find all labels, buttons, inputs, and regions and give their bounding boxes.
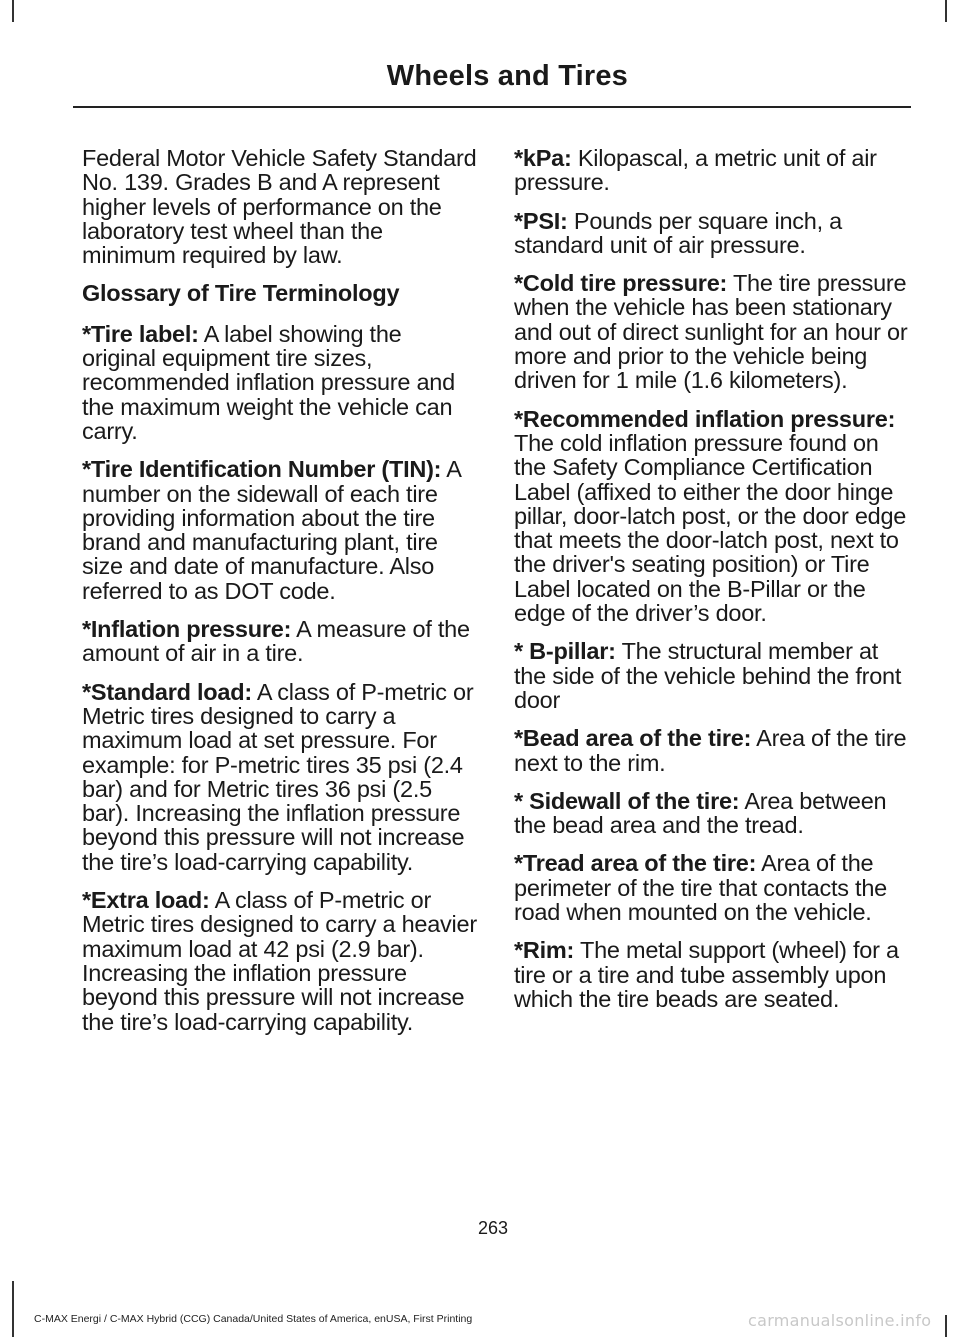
left-column [82,146,477,1048]
crop-mark-bottom-left [12,1281,14,1337]
paragraph-intro: Federal Motor Vehicle Safety Standard No. 139. Grades B and A represent higher levels of performance on the laboratory test wheel than the minimum required by law. [82,145,477,269]
glossary-entry-extra-load: *Extra load: A class of P-metric or Metric tires designed to carry a heavier maximum load at 42 psi (2.9 bar). Increasing the inflation pressure beyond this pressure will not increase the tire’s load-carrying capability. [82,887,477,1035]
section-heading: Glossary of Tire Terminology [82,280,400,307]
footer-text: C-MAX Energi / C-MAX Hybrid (CCG) Canada/United States of America, enUSA, First Printing [34,1313,473,1325]
crop-mark-top-left [12,0,14,22]
glossary-entry-kpa: *kPa: Kilopascal, a metric unit of air pressure. [514,145,877,196]
glossary-entry-bead-area: *Bead area of the tire: Area of the tire next to the rim. [514,725,907,776]
glossary-entry-tin: *Tire Identification Number (TIN): A number on the sidewall of each tire providing information about the tire brand and manufacturing plant, tire size and date of manufacture. Also referred to as DOT code. [82,456,461,604]
header-divider [73,106,911,108]
glossary-entry-b-pillar: * B-pillar: The structural member at the side of the vehicle behind the front door [514,638,902,713]
glossary-entry-cold-tire-pressure: *Cold tire pressure: The tire pressure when the vehicle has been stationary and out of direct sunlight for an hour or more and prior to the vehicle being driven for 1 mile (1.6 kilometers). [514,270,908,394]
right-column [514,146,911,1025]
page-title: Wheels and Tires [386,60,628,92]
glossary-entry-inflation-pressure: *Inflation pressure: A measure of the amount of air in a tire. [82,616,470,667]
crop-mark-bottom-right [945,1315,947,1337]
glossary-entry-tread-area: *Tread area of the tire: Area of the perimeter of the tire that contacts the road when mounted on the vehicle. [514,850,887,926]
glossary-entry-psi: *PSI: Pounds per square inch, a standard unit of air pressure. [514,207,842,258]
glossary-entry-tire-label: *Tire label: A label showing the original equipment tire sizes, recommended inflation pressure and the maximum weight the vehicle can carry. [82,320,455,444]
crop-mark-top-right [945,0,947,22]
page-number: 263 [477,1218,509,1238]
glossary-entry-sidewall: * Sidewall of the tire: Area between the bead area and the tread. [514,787,887,839]
glossary-entry-standard-load: *Standard load: A class of P-metric or Metric tires designed to carry a maximum load at set pressure. For example: for P-metric tires 35 psi (2.4 bar) and for Metric tires 36 psi (2.5 bar). Increasing the inflation pressure beyond this pressure will not increase the tire’s load-carrying capability. [82,678,474,875]
watermark: carmanualsonline.info [748,1311,932,1330]
glossary-entry-rim: *Rim: The metal support (wheel) for a tire or a tire and tube assembly upon which the tire beads are seated. [514,937,899,1012]
glossary-entry-recommended-inflation-pressure: *Recommended inflation pressure: The cold inflation pressure found on the Safety Compliance Certification Label (affixed to either the door hinge pillar, door-latch post, or the door edge that meets the door-latch post, next to the driver's seating position) or Tire Label located on the B-Pillar or the edge of the driver’s door. [514,405,907,627]
